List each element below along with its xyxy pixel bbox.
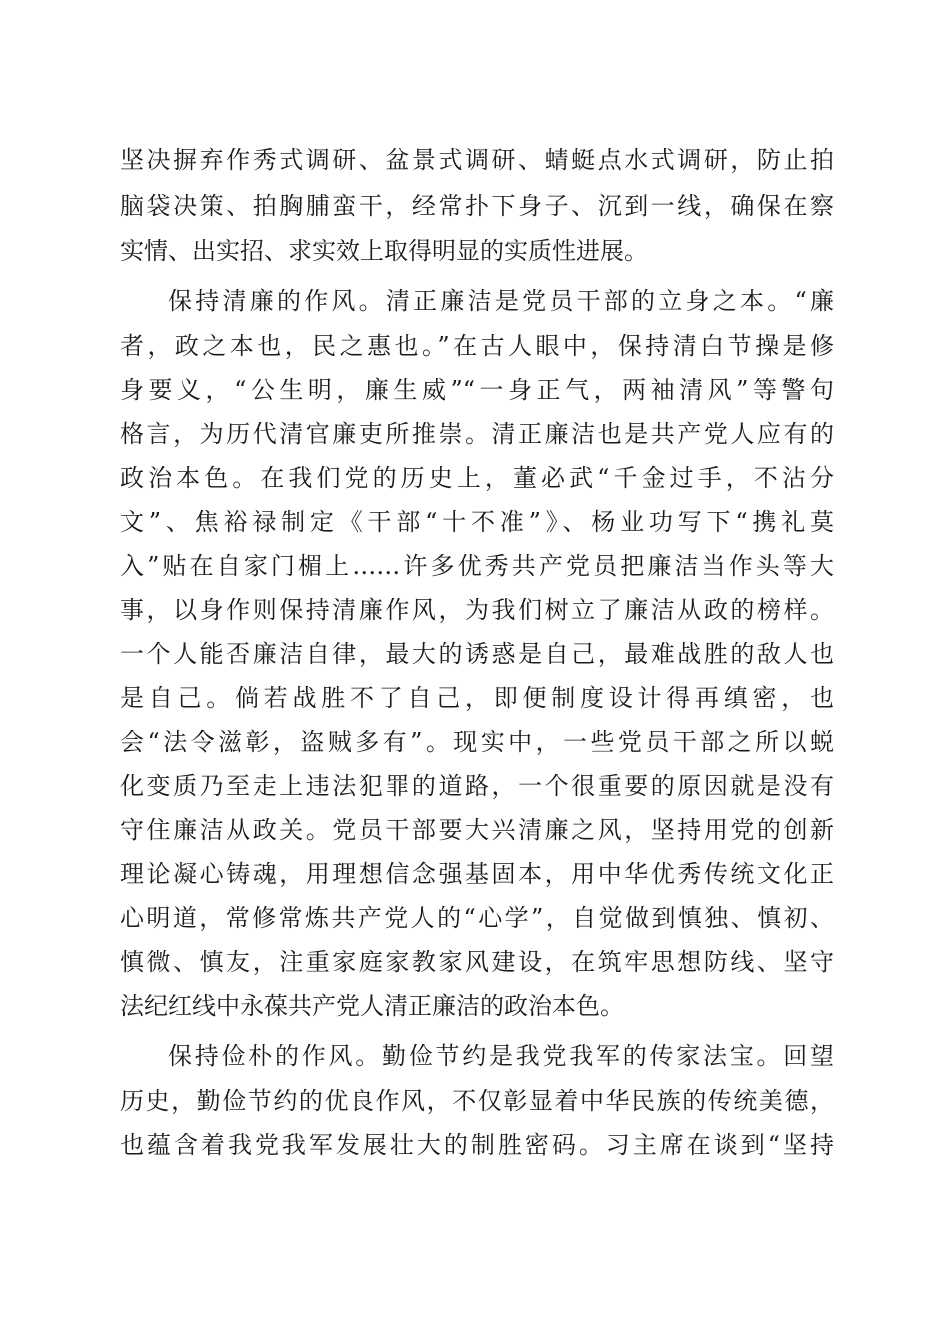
text-line: 化变质乃至走上违法犯罪的道路，一个很重要的原因就是没有	[120, 772, 834, 800]
text-line: 是自己。倘若战胜不了自己，即便制度设计得再缜密，也	[120, 684, 834, 712]
text-line: 入”贴在自家门楣上……许多优秀共产党员把廉洁当作头等大	[120, 552, 834, 580]
text-line: 慎微、慎友，注重家庭家教家风建设，在筑牢思想防线、坚守	[120, 948, 834, 976]
text-line: 文”、焦裕禄制定《干部“十不准”》、杨业功写下“携礼莫	[120, 508, 834, 536]
text-line: 政治本色。在我们党的历史上，董必武“千金过手，不沾分	[120, 464, 834, 492]
text-line: 守住廉洁从政关。党员干部要大兴清廉之风，坚持用党的创新	[120, 816, 834, 844]
text-line: 事，以身作则保持清廉作风，为我们树立了廉洁从政的榜样。	[120, 596, 834, 624]
text-line: 会“法令滋彰，盗贼多有”。现实中，一些党员干部之所以蜕	[120, 728, 834, 756]
text-line: 理论凝心铸魂，用理想信念强基固本，用中华优秀传统文化正	[120, 860, 834, 888]
text-line: 者，政之本也，民之惠也。”在古人眼中，保持清白节操是修	[120, 332, 834, 360]
text-line: 也蕴含着我党我军发展壮大的制胜密码。习主席在谈到“坚持	[120, 1131, 834, 1159]
paragraph-first-line: 保持俭朴的作风。勤俭节约是我党我军的传家法宝。回望	[168, 1042, 834, 1070]
paragraph-first-line: 保持清廉的作风。清正廉洁是党员干部的立身之本。“廉	[168, 287, 834, 315]
text-line: 坚决摒弃作秀式调研、盆景式调研、蜻蜓点水式调研，防止拍	[120, 146, 834, 174]
text-line: 历史，勤俭节约的优良作风，不仅彰显着中华民族的传统美德，	[120, 1087, 834, 1115]
text-line: 一个人能否廉洁自律，最大的诱惑是自己，最难战胜的敌人也	[120, 640, 834, 668]
text-line: 实情、出实招、求实效上取得明显的实质性进展。	[120, 237, 648, 265]
text-line: 脑袋决策、拍胸脯蛮干，经常扑下身子、沉到一线，确保在察	[120, 192, 834, 220]
text-line: 法纪红线中永葆共产党人清正廉洁的政治本色。	[120, 992, 624, 1020]
text-line: 身要义，“公生明，廉生威”“一身正气，两袖清风”等警句	[120, 376, 834, 404]
text-line: 心明道，常修常炼共产党人的“心学”，自觉做到慎独、慎初、	[120, 904, 834, 932]
text-line: 格言，为历代清官廉吏所推崇。清正廉洁也是共产党人应有的	[120, 420, 834, 448]
